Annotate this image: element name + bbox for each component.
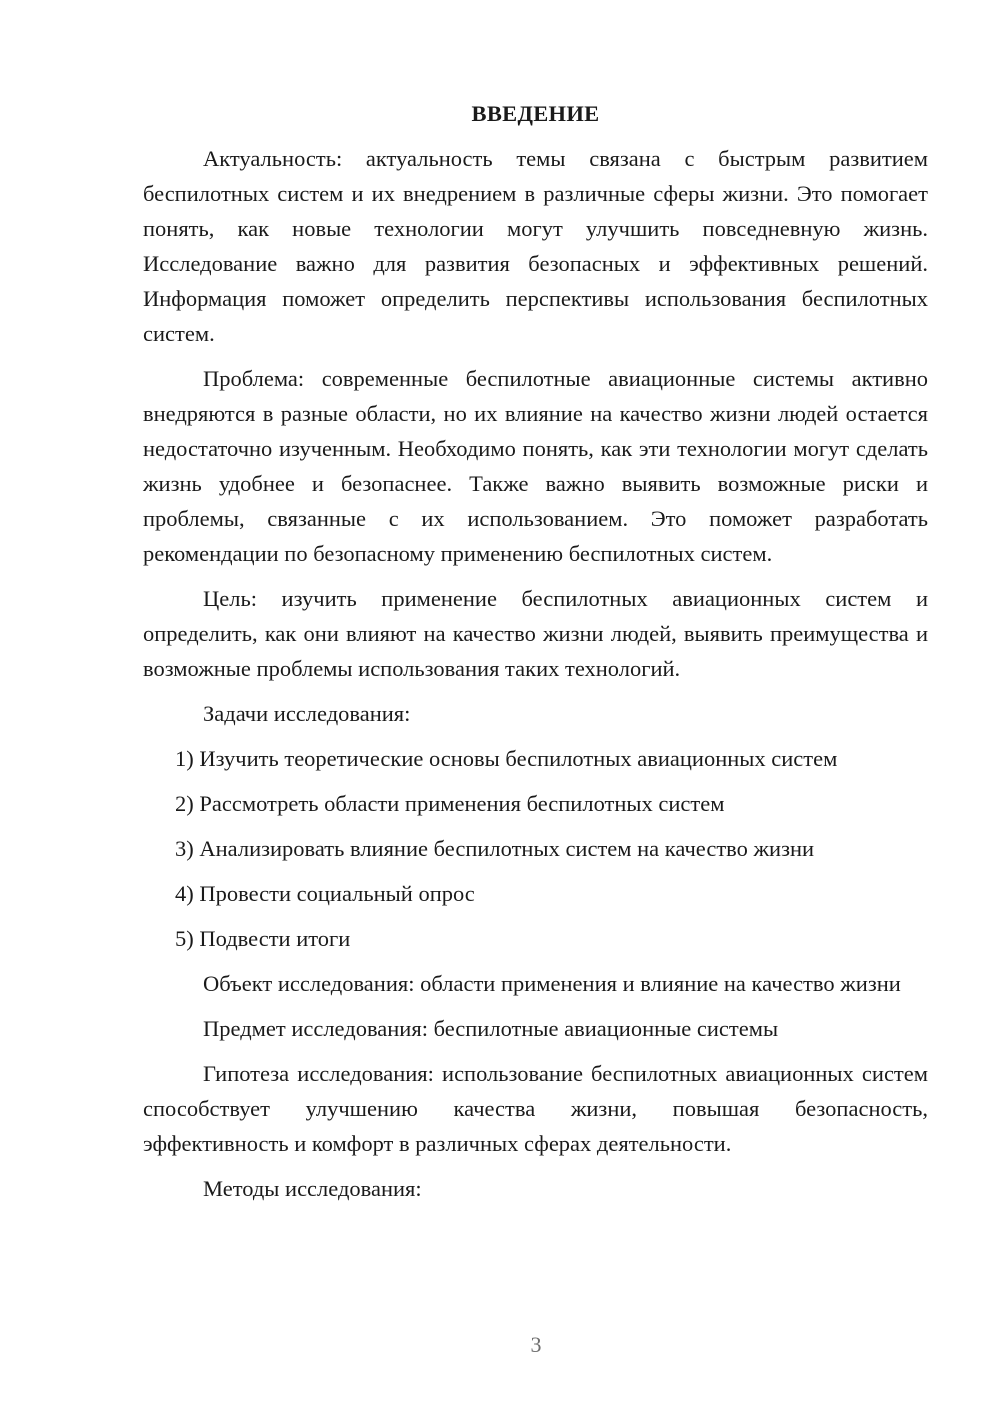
tasks-heading: Задачи исследования: [203,701,411,726]
task-item: 2) Рассмотреть области применения беспилотных систем [175,791,725,816]
methods-heading: Методы исследования: [203,1176,422,1201]
task-item: 5) Подвести итоги [175,926,351,951]
task-item: 1) Изучить теоретические основы беспилотных авиационных систем [175,746,838,771]
hypothesis-paragraph: Гипотеза исследования: использование беспилотных авиационных систем способствует улучшению качества жизни, повышая безопасность, эффективность и комфорт в различных сферах деятельности. [143,1061,928,1156]
page-number: 3 [530,1332,542,1357]
tasks-list [143,741,928,956]
page-content [143,96,928,1216]
object-paragraph: Объект исследования: области применения и влияние на качество жизни [203,971,901,996]
subject-paragraph: Предмет исследования: беспилотные авиационные системы [203,1016,779,1041]
section-title: ВВЕДЕНИЕ [471,101,600,126]
problem-paragraph: Проблема: современные беспилотные авиационные системы активно внедряются в разные области, но их влияние на качество жизни людей остается недостаточно изученным. Необходимо понять, как эти технологии могут сделать жизнь удобнее и безопаснее. Также важно выявить возможные риски и проблемы, связанные с их использованием. Это поможет разработать рекомендации по безопасному применению беспилотных систем. [143,366,928,566]
task-item: 3) Анализировать влияние беспилотных систем на качество жизни [175,836,815,861]
task-item: 4) Провести социальный опрос [175,881,475,906]
goal-paragraph: Цель: изучить применение беспилотных авиационных систем и определить, как они влияют на качество жизни людей, выявить преимущества и возможные проблемы использования таких технологий. [143,586,928,681]
relevance-paragraph: Актуальность: актуальность темы связана с быстрым развитием беспилотных систем и их внедрением в различные сферы жизни. Это помогает понять, как новые технологии могут улучшить повседневную жизнь. Исследование важно для развития безопасных и эффективных решений. Информация поможет определить перспективы использования беспилотных систем. [143,146,928,346]
